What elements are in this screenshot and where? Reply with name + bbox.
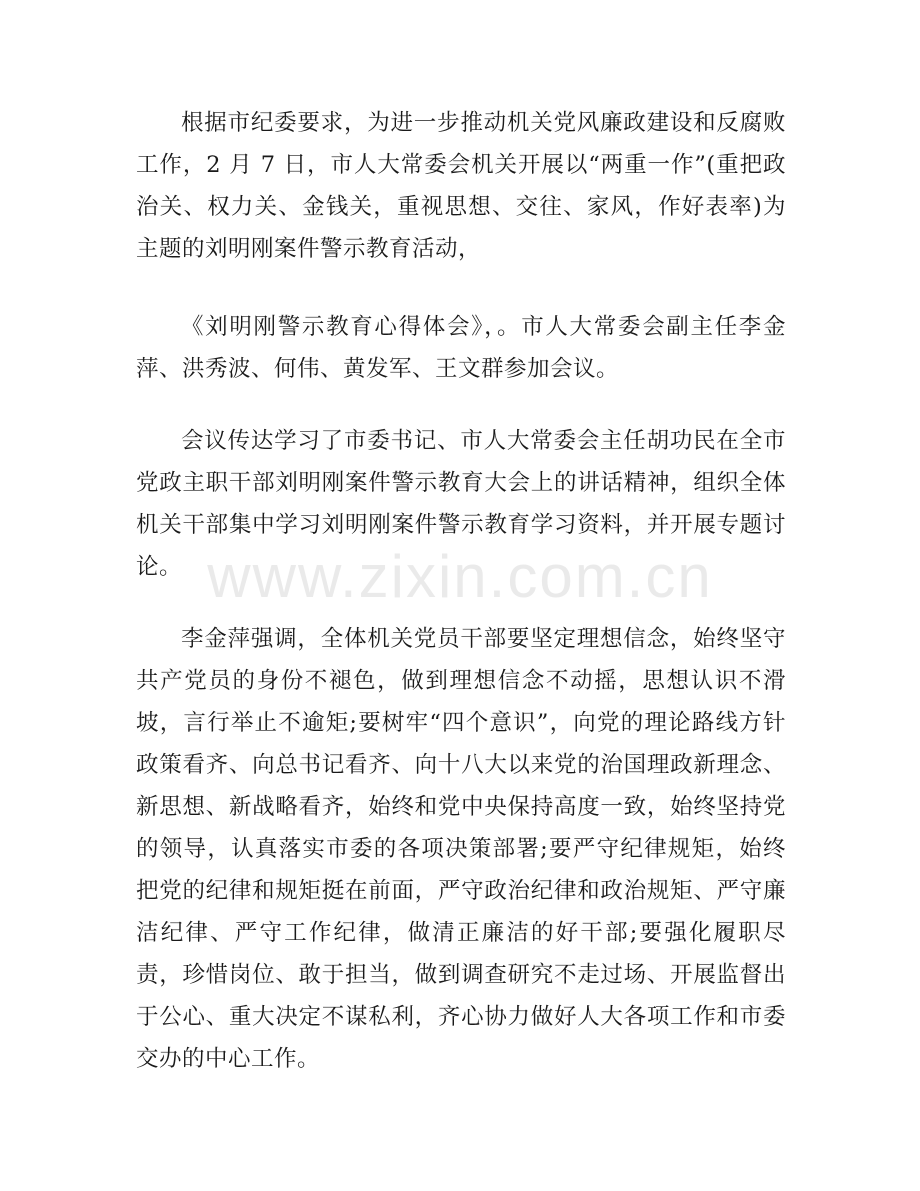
watermark-text: www.zixin.com.cn (207, 543, 713, 610)
paragraph-1: 根据市纪委要求，为进一步推动机关党风廉政建设和反腐败工作，2 月 7 日，市人大常委会机关开展以“两重一作”(重把政治关、权力关、金钱关，重视思想、交往、家风，作好表率)为主题的刘明刚案件警示教育活动， (136, 110, 786, 262)
document-body (136, 102, 786, 1110)
paragraph-4: 李金萍强调，全体机关党员干部要坚定理想信念，始终坚守共产党员的身份不褪色，做到理想信念不动摇，思想认识不滑坡，言行举止不逾矩;要树牢“四个意识”，向党的理论路线方针政策看齐、向总书记看齐、向十八大以来党的治国理政新理念、新思想、新战略看齐，始终和党中央保持高度一致，始终坚持党的领导，认真落实市委的各项决策部署;要严守纪律规矩，始终把党的纪律和规矩挺在前面，严守政治纪律和政治规矩、严守廉洁纪律、严守工作纪律，做清正廉洁的好干部;要强化履职尽责，珍惜岗位、敢于担当，做到调查研究不走过场、开展监督出于公心、重大决定不谋私利，齐心协力做好人大各项工作和市委交办的中心工作。 (136, 626, 786, 1072)
paragraph-2: 《刘明刚警示教育心得体会》，。市人大常委会副主任李金萍、洪秀波、何伟、黄发军、王文群参加会议。 (136, 314, 786, 382)
paragraph-3: 会议传达学习了市委书记、市人大常委会主任胡功民在全市党政主职干部刘明刚案件警示教育大会上的讲话精神，组织全体机关干部集中学习刘明刚案件警示教育学习资料，并开展专题讨论。 (136, 428, 786, 580)
